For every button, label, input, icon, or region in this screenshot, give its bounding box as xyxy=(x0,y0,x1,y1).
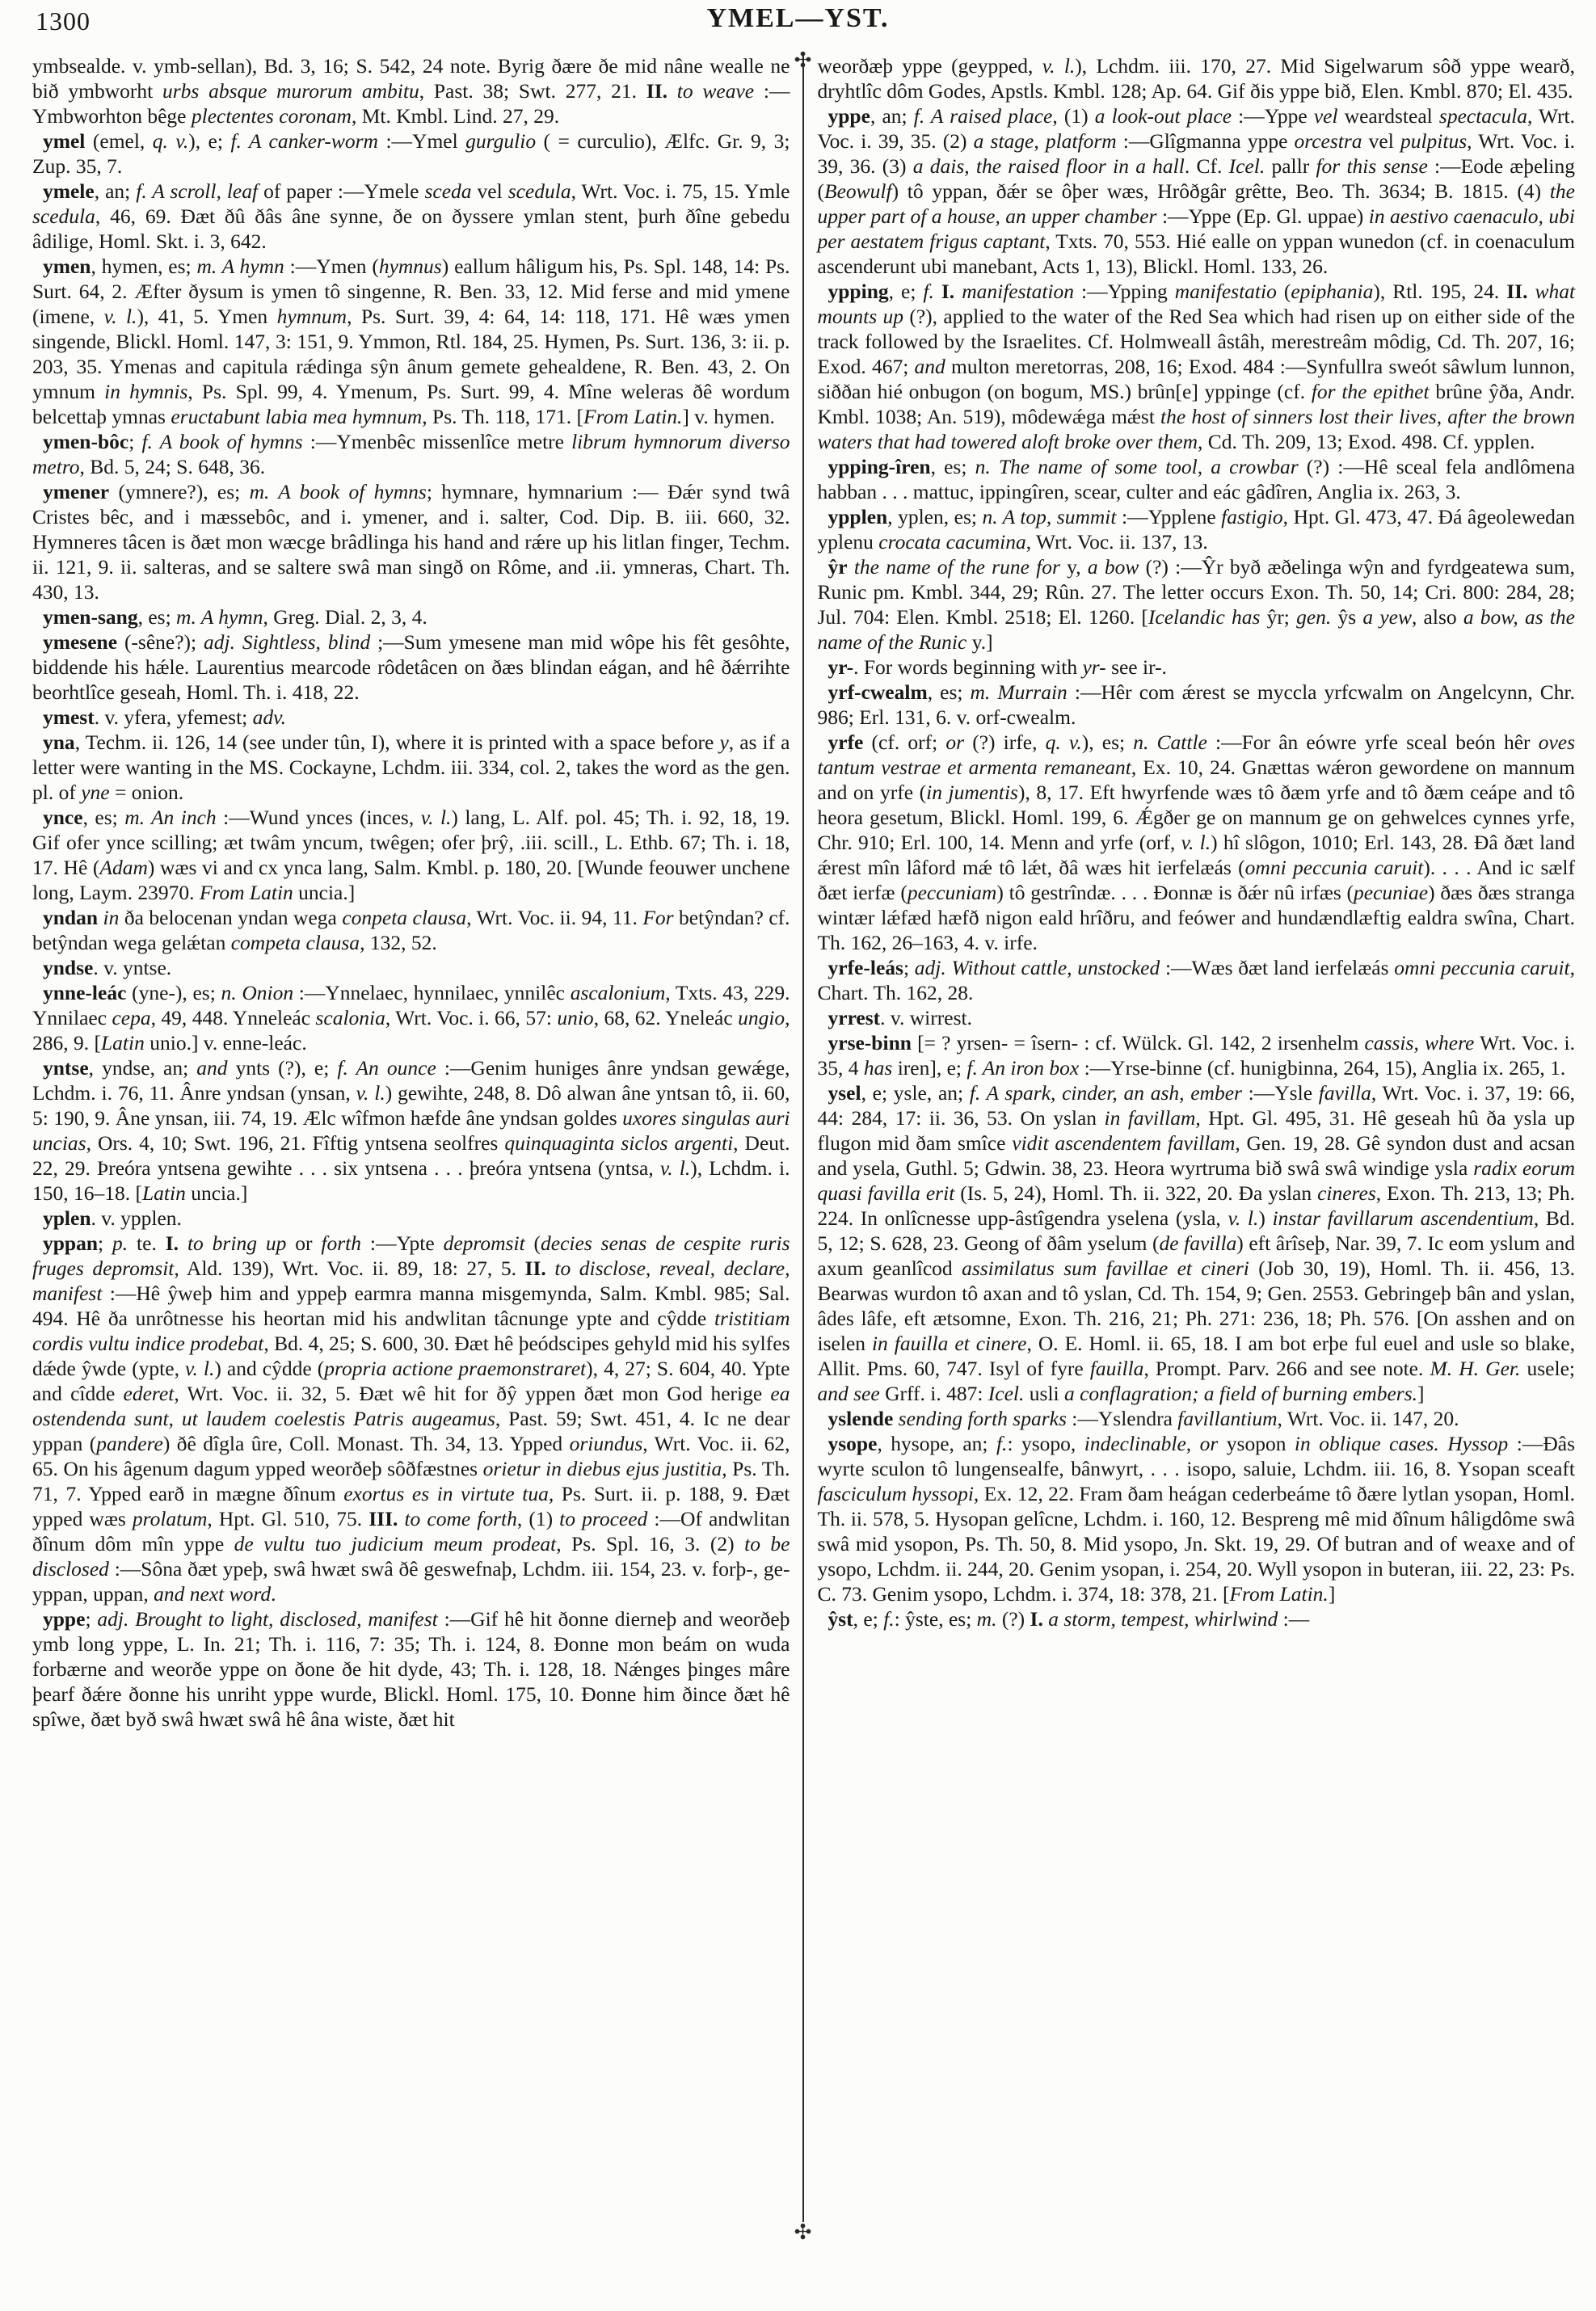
entry-headword: ypping-îren xyxy=(827,455,931,478)
entry-headword: yslende xyxy=(827,1407,894,1430)
dictionary-entry: weorðæþ yppe (geypped, v. l.), Lchdm. iii. 170, 27. Mid Sigelwarum sôð yppe wearð, dryhtlîc dôm Godes, Apstls. Kmbl. 128; Ap. 64. Gif ðis yppe bið, Elen. Kmbl. 870; El. 435. xyxy=(817,54,1575,103)
entry-headword: yrrest xyxy=(827,1006,881,1029)
dictionary-entry: yndse. v. yntse. xyxy=(43,956,172,979)
fleuron-ornament-icon: ✣ xyxy=(794,48,812,72)
entry-headword: ymener xyxy=(43,480,110,503)
dictionary-entry: yna, Techm. ii. 126, 14 (see under tûn, I), where it is printed with a space before y, as if a letter were wanting in the MS. Cockayne, Lchdm. iii. 334, col. 2, takes the word as the gen. pl. of yne = onion. xyxy=(32,730,790,804)
dictionary-entry: yplen. v. ypplen. xyxy=(43,1206,182,1230)
dictionary-entry: yrfe-leás; adj. Without cattle, unstocked :—Wæs ðæt land ierfelæás omni peccunia caruit, Chart. Th. 162, 28. xyxy=(817,956,1575,1004)
entry-headword: yndse xyxy=(43,956,94,979)
dictionary-entry: ymen-sang, es; m. A hymn, Greg. Dial. 2, 3, 4. xyxy=(43,605,427,629)
entry-headword: yrf-cwealm xyxy=(827,680,928,704)
entry-headword: ŷr xyxy=(827,555,848,579)
entry-headword: yna xyxy=(43,730,75,754)
entry-headword: ypping xyxy=(827,280,889,303)
column-left xyxy=(32,53,802,2222)
entry-headword: ymel xyxy=(43,129,86,153)
entry-headword: yndan xyxy=(43,906,99,929)
dictionary-entry: ymel (emel, q. v.), e; f. A canker-worm :—Ymel gurgulio ( = curculio), Ælfc. Gr. 9, 3; Zup. 35, 7. xyxy=(32,129,790,178)
dictionary-entry: ymen, hymen, es; m. A hymn :—Ymen (hymnus) eallum hâligum his, Ps. Spl. 148, 14: Ps. Surt. 64, 2. Æfter ðysum is ymen tô singenne, R. Ben. 33, 12. Mid ferse and mid ymene (imene, v. l.), 41, 5. Ymen hymnum, Ps. Surt. 39, 4: 64, 14: 118, 171. Hê wæs ymen singende, Blickl. Homl. 147, 3: 151, 9. Ymmon, Rtl. 184, 25. Hymen, Ps. Surt. 136, 3: ii. p. 203, 35. Ymenas and capitula rǽdinga sŷn ânum gemete gehealdene, R. Ben. 43, 2. On ymnum in hymnis, Ps. Spl. 99, 4. Ymenum, Ps. Surt. 99, 4. Mîne weleras ðê wordum belcettaþ ymnas eructabunt labia mea hymnum, Ps. Th. 118, 171. [From Latin.] v. hymen. xyxy=(32,255,790,428)
dictionary-entry: ymest. v. yfera, yfemest; adv. xyxy=(43,705,286,729)
entry-headword: yrfe-leás xyxy=(827,956,903,979)
dictionary-entry: yntse, yndse, an; and ynts (?), e; f. An ounce :—Genim huniges ânre yndsan gewǽge, Lchdm. i. 76, 11. Ânre yndsan (ynsan, v. l.) gewihte, 248, 8. Dô alwan âne yntsan tô, ii. 60, 5: 190, 9. Âne ynsan, iii. 74, 19. Ælc wîfmon hæfde âne yndsan goldes uxores singulas auri uncias, Ors. 4, 10; Swt. 196, 21. Fîftig yntsena seolfres quinquaginta siclos argenti, Deut. 22, 29. Þreóra yntsena gewihte . . . six yntsena . . . þreóra yntsena (yntsa, v. l.), Lchdm. i. 150, 16–18. [Latin uncia.] xyxy=(32,1056,790,1205)
entry-headword: ynce xyxy=(43,806,83,829)
dictionary-entry: ynce, es; m. An inch :—Wund ynces (inces, v. l.) lang, L. Alf. pol. 45; Th. i. 92, 18, 19. Gif ofer ynce scilling; æt twâm yncum, twêgen; ofer þrŷ, .iii. scill., L. Ethb. 67; Th. i. 18, 17. Hê (Adam) wæs vi and cx ynca lang, Salm. Kmbl. p. 180, 20. [Wunde feouwer unchene long, Laym. 23970. From Latin uncia.] xyxy=(32,806,790,904)
dictionary-entry: ymele, an; f. A scroll, leaf of paper :—Ymele sceda vel scedula, Wrt. Voc. i. 75, 15. Ymle scedula, 46, 69. Ðæt ðû ðâs âne synne, ðe on ðyssere ymlan stent, þurh ðîne gebedu âdilige, Homl. Skt. i. 3, 642. xyxy=(32,179,790,253)
dictionary-entry: ypping-îren, es; n. The name of some tool, a crowbar (?) :—Hê sceal fela andlômena habban . . . mattuc, ippingîren, scear, culter and eác gâdîren, Anglia ix. 263, 3. xyxy=(817,455,1576,503)
entry-headword: ysope xyxy=(827,1432,878,1455)
entry-headword: ymest xyxy=(43,705,95,729)
column-right xyxy=(804,53,1576,2222)
entry-headword: yrse-binn xyxy=(827,1031,912,1054)
dictionary-entry: ymen-bôc; f. A book of hymns :—Ymenbêc missenlîce metre librum hymnorum diverso metro, Bd. 5, 24; S. 648, 36. xyxy=(32,430,790,478)
dictionary-entry: ysope, hysope, an; f.: ysopo, indeclinable, or ysopon in oblique cases. Hyssop :—Ðâs wyrte sculon tô lungensealfe, bânwyrt, . . . isopo, saluie, Lchdm. iii. 16, 8. Ysopan sceaft fasciculum hyssopi, Ex. 12, 22. Fram ðam heágan cederbeáme tô ðære lytlan ysopan, Homl. Th. ii. 578, 5. Hysopan gelîcne, Lchdm. i. 160, 12. Bespreng mê mid ðînum hâligdôme swâ swâ mid ysopon, Ps. Th. 50, 8. Mid ysopo, Jn. Skt. 19, 29. Of butran and of weaxe and of ysopo, Lchdm. ii. 244, 20. Genim ysopan, i. 254, 20. Wyll ysopon in buteran, iii. 22, 23: Ps. C. 73. Genim ysopo, Lchdm. i. 374, 18: 378, 21. [From Latin.] xyxy=(817,1432,1576,1606)
entry-headword: ymele xyxy=(43,179,95,203)
dictionary-entry: ŷr the name of the rune for y, a bow (?) :—Ŷr byð æðelinga wŷn and fyrdgeatewa sum, Runic pm. Kmbl. 344, 29; Rûn. 27. The letter occurs Exon. Th. 50, 14; Cri. 800: 284, 28; Jul. 704: Elen. Kmbl. 2518; El. 1260. [Icelandic has ŷr; gen. ŷs a yew, also a bow, as the name of the Runic y.] xyxy=(817,555,1576,654)
dictionary-entry: ynne-leác (yne-), es; n. Onion :—Ynnelaec, hynnilaec, ynnilêc ascalonium, Txts. 43, 229. Ynnilaec cepa, 49, 448. Ynneleác scalonia, Wrt. Voc. i. 66, 57: unio, 68, 62. Yneleác ungio, 286, 9. [Latin unio.] v. enne-leác. xyxy=(32,981,790,1054)
entry-headword: ymen xyxy=(43,255,91,278)
dictionary-entry: yppe, an; f. A raised place, (1) a look-out place :—Yppe vel weardsteal spectacula, Wrt. Voc. i. 39, 35. (2) a stage, platform :—Glîgmanna yppe orcestra vel pulpitus, Wrt. Voc. i. 39, 36. (3) a dais, the raised floor in a hall. Cf. Icel. pallr for this sense :—Eode æþeling (Beowulf) tô yppan, ðǽr se ôþer wæs, Hrôðgâr grêtte, Beo. Th. 3634; B. 1815. (4) the upper part of a house, an upper chamber :—Yppe (Ep. Gl. uppae) in aestivo caenaculo, ubi per aestatem frigus captant, Txts. 70, 553. Hié ealle on yppan wunedon (cf. in coenaculum ascenderunt ubi manebant, Acts 1, 13), Blickl. Homl. 133, 26. xyxy=(817,104,1576,278)
dictionary-entry: yppe; adj. Brought to light, disclosed, manifest :—Gif hê hit ðonne dierneþ and weorðeþ ymb long yppe, L. In. 21; Th. i. 116, 7: 35; Th. i. 124, 8. Ðonne mon beám on wuda forbærne and weorðe yppe on ðone ðe hit dyde, 43; Th. i. 128, 18. Nǽnges þinges mâre þearf ðǽre ðonne his unriht yppe wurde, Blickl. Homl. 175, 10. Ðonne him ðince ðæt hê spîwe, ðæt byð swâ hwæt swâ hê âna wiste, ðæt hit xyxy=(32,1607,790,1731)
entry-headword: yntse xyxy=(43,1056,89,1080)
dictionary-entry: yrf-cwealm, es; m. Murrain :—Hêr com ǽrest se myccla yrfcwalm on Angelcynn, Chr. 986; Erl. 131, 6. v. orf-cwealm. xyxy=(817,680,1576,729)
dictionary-entry: yr-. For words beginning with yr- see ir-. xyxy=(827,655,1167,679)
dictionary-entry: ymesene (-sêne?); adj. Sightless, blind ;—Sum ymesene man mid wôpe his fêt gesôhte, biddende his hǽle. Laurentius mearcode rôdetâcen on ðæs blindan eágan, and hê ðǽrrihte beorhtlîce geseah, Homl. Th. i. 418, 22. xyxy=(32,630,790,704)
dictionary-entry: ŷst, e; f.: ŷste, es; m. (?) I. a storm, tempest, whirlwind :— xyxy=(827,1607,1310,1631)
dictionary-entry: ymener (ymnere?), es; m. A book of hymns; hymnare, hymnarium :— Ðǽr synd twâ Cristes bêc, and i mæssebôc, and i. ymener, and i. salter, Cod. Dip. B. iii. 660, 32. Hymneres tâcen is ðæt mon wæcge brâdlinga his hand and rǽre up his litlan finger, Techm. ii. 121, 9. ii. salteras, and se saltere swâ man singð on Rôme, and .ii. ymneras, Chart. Th. 430, 13. xyxy=(32,480,790,604)
entry-headword: ymesene xyxy=(43,630,118,654)
entry-headword: ymen-sang xyxy=(43,605,138,629)
fleuron-ornament-icon: ✣ xyxy=(794,2220,812,2244)
entry-headword: yplen xyxy=(43,1206,91,1230)
dictionary-entry: ypplen, yplen, es; n. A top, summit :—Ypplene fastigio, Hpt. Gl. 473, 47. Ðá âgeolewedan yplenu crocata cacumina, Wrt. Voc. ii. 137, 13. xyxy=(817,505,1575,554)
dictionary-entry: ypping, e; f. I. manifestation :—Ypping manifestatio (epiphania), Rtl. 195, 24. II. what mounts up (?), applied to the water of the Red Sea which had risen up on either side of the track followed by the Israelites. Cf. Holmweall âstâh, merestreâm môdig, Cd. Th. 207, 16; Exod. 467; and multon meretorras, 208, 16; Exod. 484 :—Synfullra sweót sâwlum lunnon, siððan hié onbugon (on bogum, MS.) brûn[e] yppinge (cf. for the epithet brûne ŷða, Andr. Kmbl. 1038; An. 519), môdewǽga mǽst the host of sinners lost their lives, after the brown waters that had towered aloft broke over them, Cd. Th. 209, 13; Exod. 498. Cf. ypplen. xyxy=(817,280,1576,453)
dictionary-entry: ymbsealde. v. ymb-sellan), Bd. 3, 16; S. 542, 24 note. Byrig ðære ðe mid nâne wealle ne bið ymbworht urbs absque murorum ambitu, Past. 38; Swt. 277, 21. II. to weave :—Ymbworhton bêge plectentes coronam, Mt. Kmbl. Lind. 27, 29. xyxy=(32,54,790,128)
entry-headword: ynne-leác xyxy=(43,981,127,1004)
entry-headword: ymen-bôc xyxy=(43,430,129,453)
dictionary-entry: yndan in ða belocenan yndan wega conpeta clausa, Wrt. Voc. ii. 94, 11. For betŷndan? cf. betŷndan wega gelǽtan competa clausa, 132, 52. xyxy=(32,906,790,954)
dictionary-entry: yrrest. v. wirrest. xyxy=(827,1006,972,1029)
text-columns xyxy=(32,48,1576,2244)
entry-headword: ypplen xyxy=(827,505,888,528)
entry-headword: yppan xyxy=(43,1231,99,1255)
running-title: YMEL—YST. xyxy=(706,3,890,33)
page-number: 1300 xyxy=(36,6,91,36)
entry-headword: yr- xyxy=(827,655,854,679)
dictionary-entry: yslende sending forth sparks :—Yslendra favillantium, Wrt. Voc. ii. 147, 20. xyxy=(827,1407,1459,1430)
entry-headword: yppe xyxy=(43,1607,86,1631)
column-rule xyxy=(794,48,812,2244)
dictionary-entry: yrfe (cf. orf; or (?) irfe, q. v.), es; n. Cattle :—For ân eówre yrfe sceal beón hêr oves tantum vestrae et armenta remaneant, Ex. 10, 24. Gnættas wǽron gewordene on mannum and on yrfe (in jumentis), 8, 17. Eft hwyrfende wæs tô ðæm yrfe and tô ðæm ceápe and tô heora gesetum, Blickl. Homl. 199, 6. Ǽgðer ge on mannum ge on gehwelces cynnes yrfe, Chr. 910; Erl. 100, 14. Menn and yrfe (orf, v. l.) hî slôgon, 1010; Erl. 143, 28. Ðâ ðæt land ǽrest mîn lâford mǽ tô lǽt, ðâ wæs hit ierfelæás (omni peccunia caruit). . . . And ic sælf ðæt ierfæ (peccuniam) tô gestrîndæ. . . . Ðonnæ is ðǽr nû irfæs (pecuniae) ðæs ðæs stranga wintær lǽfæd hæfð nigon eald hrîðru, and feówer and hundændlæftig ealdra swîna, Chart. Th. 162, 26–163, 4. v. irfe. xyxy=(817,730,1575,954)
entry-headword: ŷst xyxy=(827,1607,853,1631)
dictionary-entry: ysel, e; ysle, an; f. A spark, cinder, an ash, ember :—Ysle favilla, Wrt. Voc. i. 37, 19: 66, 44: 284, 17: ii. 36, 53. On yslan in favillam, Hpt. Gl. 495, 31. Hê geseah hû ða ysla up flugon mid ðam smîce vidit ascendentem favillam, Gen. 19, 28. Gê syndon dust and acsan and ysela, Guthl. 5; Gdwin. 38, 23. Heora wyrtruma bið swâ swâ windige ysla radix eorum quasi favilla erit (Is. 5, 24), Homl. Th. ii. 322, 20. Ða yslan cineres, Exon. Th. 213, 13; Ph. 224. In onlîcnesse upp-âstîgendra yselena (ysla, v. l.) instar favillarum ascendentium, Bd. 5, 12; S. 628, 23. Geong of ðâm yselum (de favilla) eft ârîseþ, Nar. 39, 7. Ic eom yslum and axum geanlîcod assimilatus sum favillae et cineri (Job 30, 19), Homl. Th. ii. 456, 13. Bearwas wurdon tô axan and tô yslan, Cd. Th. 154, 9; Gen. 2553. Gebringeþ bân and yslan, âdes lâfe, eft ætsomne, Exon. Th. 216, 21; Ph. 271: 236, 18; Ph. 576. [On asshen and on iselen in fauilla et cinere, O. E. Homl. ii. 65, 18. I am bot erþe ful euel and usle so blake, Allit. Pms. 60, 747. Isyl of fyre fauilla, Prompt. Parv. 266 and see note. M. H. Ger. usele; and see Grff. i. 487: Icel. usli a conflagration; a field of burning embers.] xyxy=(817,1081,1576,1405)
entry-headword: yrfe xyxy=(827,730,864,754)
dictionary-entry: yrse-binn [= ? yrsen- = îsern- : cf. Wülck. Gl. 142, 2 irsenhelm cassis, where Wrt. Voc. i. 35, 4 has iren], e; f. An iron box :—Yrse-binne (cf. hunigbinna, 264, 15), Anglia ix. 265, 1. xyxy=(817,1031,1576,1080)
dictionary-entry: yppan; p. te. I. to bring up or forth :—Ypte depromsit (decies senas de cespite ruris fruges depromsit, Ald. 139), Wrt. Voc. ii. 89, 18: 27, 5. II. to disclose, reveal, declare, manifest :—Hê ŷweþ him and yppeþ earmra manna misgemynda, Salm. Kmbl. 985; Sal. 494. Hê ða unrôtnesse his heortan mid his andwlitan tâcnunge ypte and cŷdde tristitiam cordis vultu indice prodebat, Bd. 4, 25; S. 600, 30. Ðæt hê þeódscipes gehyld mid his sylfes dǽde ŷwde (ypte, v. l.) and cŷdde (propria actione praemonstraret), 4, 27; S. 604, 40. Ypte and cîdde ederet, Wrt. Voc. ii. 32, 5. Ðæt wê hit for ðŷ yppen ðæt mon God herige ea ostendenda sunt, ut laudem coelestis Patris augeamus, Past. 59; Swt. 451, 4. Ic ne dear yppan (pandere) ðê dîgla ûre, Coll. Monast. Th. 34, 13. Ypped oriundus, Wrt. Voc. ii. 62, 65. On his âgenum dagum ypped weorðeþ sôðfæstnes orietur in diebus ejus justitia, Ps. Th. 71, 7. Ypped earð in mægne ðînum exortus es in virtute tua, Ps. Surt. ii. p. 188, 9. Ðæt ypped wæs prolatum, Hpt. Gl. 510, 75. III. to come forth, (1) to proceed :—Of andwlitan ðînum dôm mîn yppe de vultu tuo judicium meum prodeat, Ps. Spl. 16, 3. (2) to be disclosed :—Sôna ðæt ypeþ, swâ hwæt swâ ðê geswefnaþ, Lchdm. iii. 154, 23. v. forþ-, ge-yppan, uppan, and next word. xyxy=(32,1231,790,1606)
entry-headword: yppe xyxy=(827,104,870,128)
entry-headword: ysel xyxy=(827,1081,861,1105)
